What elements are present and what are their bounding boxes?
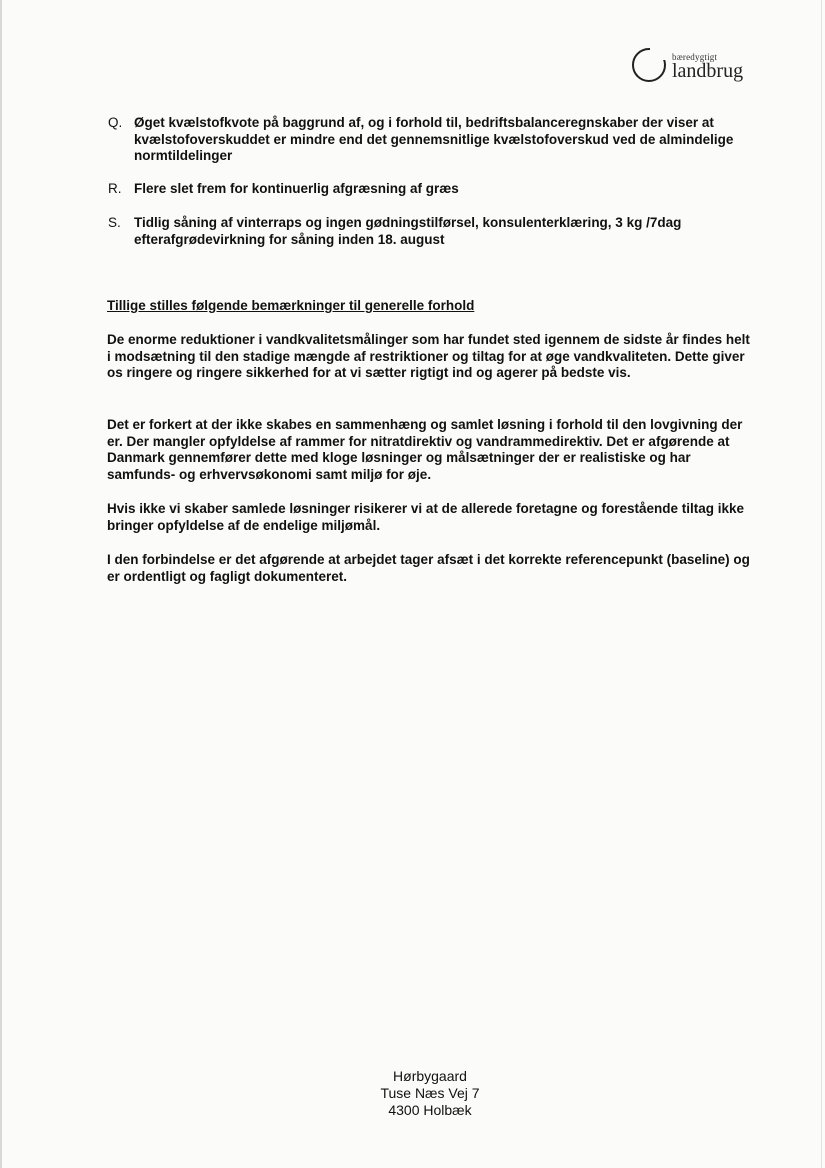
list-item-q [108,115,748,165]
scan-left-edge [0,0,2,1168]
paragraph: Det er forkert at der ikke skabes en sammenhæng og samlet løsning i forhold til den lovgivning der er. Der mangler opfyldelse af rammer for nitratdirektiv og vandrammedirektiv. Det er afgørende at Danmark gennemfører dette med kloge løsninger og målsætninger der er realistiske og har samfunds- og erhvervsøkonomi samt miljø for øje. [107,417,743,482]
list-item-s [108,215,748,248]
list-item-text: Flere slet frem for kontinuerlig afgræsning af græs [134,181,459,196]
list-item-letter: R. [108,181,122,196]
list-item-r [108,181,748,198]
baeredygtigt-landbrug-logo [632,46,752,86]
paragraph: De enorme reduktioner i vandkvalitetsmålinger som har fundet sted igennem de sidste år findes helt i modsætning til den stadige mængde af restriktioner og tiltag for at øge vandkvaliteten. Dette giver os ringere og ringere sikkerhed for at vi sætter rigtigt ind og agerer på bedste vis. [107,332,750,380]
footer-city: 4300 Holbæk [388,1102,472,1118]
list-item-letter: Q. [108,115,123,130]
scan-right-edge [821,0,822,1168]
logo-small-text: bæredygtigt [672,52,718,62]
list-item-letter: S. [108,215,121,230]
list-item-text: Tidlig såning af vinterraps og ingen gødningstilførsel, konsulenterklæring, 3 kg /7dag efterafgrødevirkning for såning inden 18. august [134,215,682,247]
footer-address [330,1068,530,1119]
paragraph: Hvis ikke vi skaber samlede løsninger risikerer vi at de allerede foretagne og forestående tiltag ikke bringer opfyldelse af de endelige miljømål. [107,501,745,533]
footer-street: Tuse Næs Vej 7 [380,1085,480,1101]
logo-big-text: landbrug [672,60,744,82]
footer-name: Hørbygaard [393,1068,467,1084]
paragraph: I den forbindelse er det afgørende at arbejdet tager afsæt i det korrekte referencepunkt (baseline) og er ordentligt og fagligt dokumenteret. [107,552,750,584]
list-item-text: Øget kvælstofkvote på baggrund af, og i forhold til, bedriftsbalanceregnskaber der viser at kvælstofoverskuddet er mindre end det gennemsnitlige kvælstofoverskud ved de almindelige normtildelinger [134,115,734,163]
section-heading: Tillige stilles følgende bemærkninger til generelle forhold [107,298,475,313]
